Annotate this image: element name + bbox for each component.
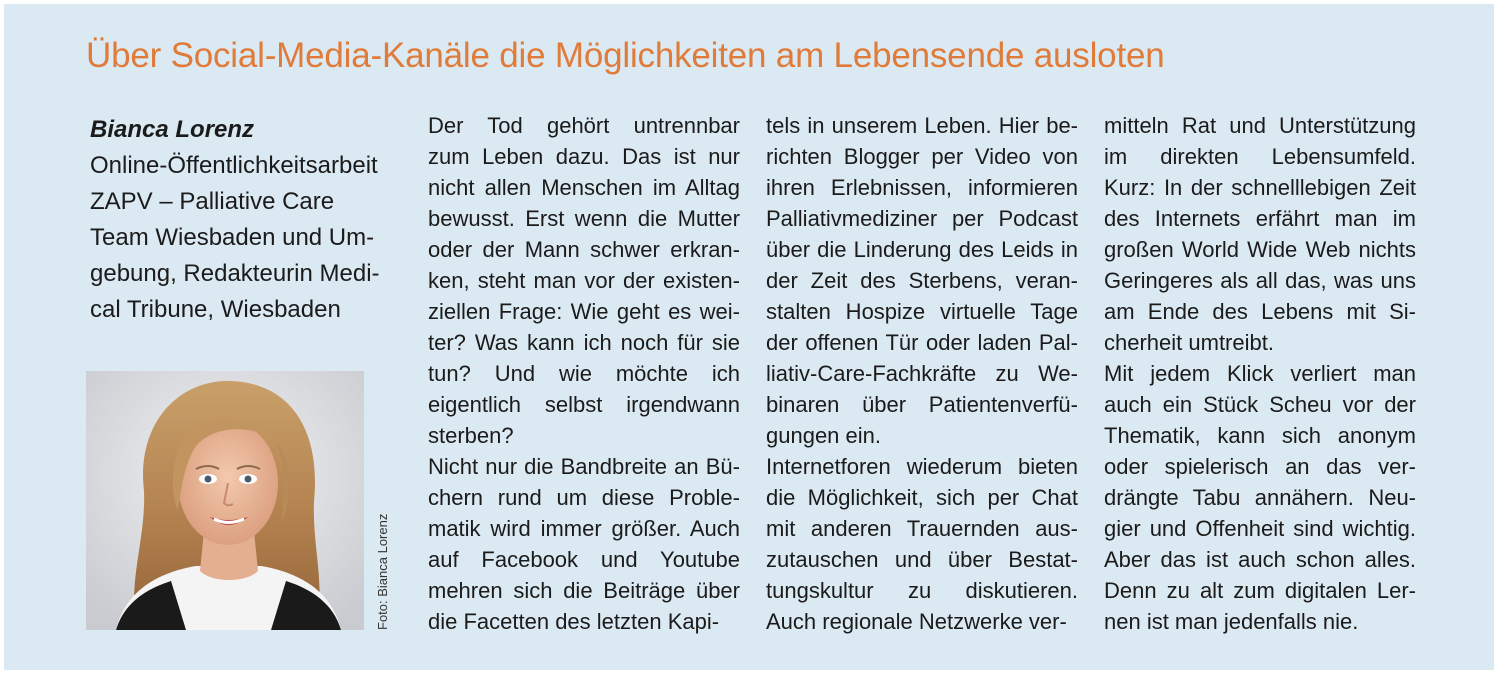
text-line: Denn zu alt zum digitalen Ler- <box>1104 578 1416 603</box>
text-line: Kurz: In der schnelllebigen Zeit <box>1104 175 1416 200</box>
author-name: Bianca Lorenz <box>90 116 255 143</box>
text-line: mitteln Rat und Unterstützung <box>1104 113 1416 138</box>
text-line: ken, steht man vor der existen- <box>428 268 740 293</box>
text-column-3 <box>1104 110 1416 637</box>
text-line: tun? Und wie möchte ich <box>428 361 740 386</box>
text-line: Auch regionale Netzwerke ver- <box>766 609 1067 634</box>
text-line: chern rund um diese Proble- <box>428 485 740 510</box>
text-line: bewusst. Erst wenn die Mutter <box>428 206 740 231</box>
text-line: großen World Wide Web nichts <box>1104 237 1416 262</box>
text-line: des Internets erfährt man im <box>1104 206 1416 231</box>
text-line: gier und Offenheit sind wichtig. <box>1104 516 1416 541</box>
article-panel <box>4 4 1494 670</box>
article-title: Über Social-Media-Kanäle die Möglichkeiten am Lebensende ausloten <box>86 36 1165 75</box>
text-line: die Facetten des letzten Kapi- <box>428 609 720 634</box>
text-line: Geringeres als all das, was uns <box>1104 268 1416 293</box>
text-line: Aber das ist auch schon alles. <box>1104 547 1416 572</box>
text-line: nen ist man jedenfalls nie. <box>1104 609 1359 634</box>
photo-credit: Foto: Bianca Lorenz <box>375 513 390 630</box>
text-line: zutauschen und über Bestat- <box>766 547 1078 572</box>
text-line: drängte Tabu annähern. Neu- <box>1104 485 1416 510</box>
text-line: auf Facebook und Youtube <box>428 547 740 572</box>
text-line: auch ein Stück Scheu vor der <box>1104 392 1416 417</box>
text-line: Palliativmediziner per Podcast <box>766 206 1078 231</box>
text-line: oder der Mann schwer erkran- <box>428 237 740 262</box>
text-line: tels in unserem Leben. Hier be- <box>766 113 1078 138</box>
text-line: eigentlich selbst irgendwann <box>428 392 740 417</box>
text-line: Der Tod gehört untrennbar <box>428 113 740 138</box>
text-line: mehren sich die Beiträge über <box>428 578 740 603</box>
text-line: Thematik, kann sich anonym <box>1104 423 1416 448</box>
text-column-2 <box>766 110 1078 637</box>
text-line: ihren Erlebnissen, informieren <box>766 175 1078 200</box>
text-line: im direkten Lebensumfeld. <box>1104 144 1416 169</box>
text-line: nicht allen Menschen im Alltag <box>428 175 740 200</box>
text-line: mit anderen Trauernden aus- <box>766 516 1078 541</box>
text-column-1 <box>428 110 740 637</box>
author-photo <box>86 371 364 630</box>
text-line: cherheit umtreibt. <box>1104 330 1274 355</box>
text-line: sterben? <box>428 423 514 448</box>
text-line: binaren über Patientenverfü- <box>766 392 1078 417</box>
author-info <box>90 112 420 328</box>
text-line: oder spielerisch an das ver- <box>1104 454 1416 479</box>
text-line: ter? Was kann ich noch für sie <box>428 330 740 355</box>
author-role-line: Team Wiesbaden und Um- <box>90 224 375 251</box>
text-line: zum Leben dazu. Das ist nur <box>428 144 740 169</box>
text-line: matik wird immer größer. Auch <box>428 516 740 541</box>
text-line: liativ-Care-Fachkräfte zu We- <box>766 361 1078 386</box>
text-line: tungskultur zu diskutieren. <box>766 578 1078 603</box>
text-line: Mit jedem Klick verliert man <box>1104 361 1416 386</box>
text-line: über die Linderung des Leids in <box>766 237 1078 262</box>
text-line: Internetforen wiederum bieten <box>766 454 1078 479</box>
text-line: der Zeit des Sterbens, veran- <box>766 268 1078 293</box>
text-line: Nicht nur die Bandbreite an Bü- <box>428 454 740 479</box>
text-line: die Möglichkeit, sich per Chat <box>766 485 1078 510</box>
author-role-line: ZAPV – Palliative Care <box>90 188 335 215</box>
portrait-image <box>86 371 364 630</box>
author-role-line: gebung, Redakteurin Medi- <box>90 260 380 287</box>
text-line: der offenen Tür oder laden Pal- <box>766 330 1078 355</box>
text-line: richten Blogger per Video von <box>766 144 1078 169</box>
text-line: ziellen Frage: Wie geht es wei- <box>428 299 740 324</box>
author-role-line: cal Tribune, Wiesbaden <box>90 296 341 323</box>
text-line: stalten Hospize virtuelle Tage <box>766 299 1078 324</box>
author-role-line: Online-Öffentlichkeitsarbeit <box>90 152 378 179</box>
text-line: gungen ein. <box>766 423 881 448</box>
text-line: am Ende des Lebens mit Si- <box>1104 299 1416 324</box>
